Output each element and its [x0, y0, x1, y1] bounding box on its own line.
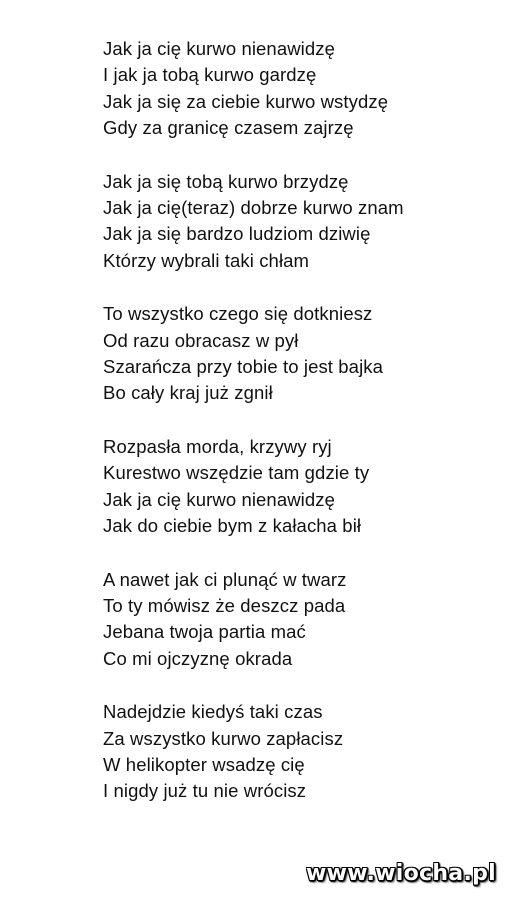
stanza [103, 699, 498, 805]
poem-line: Szarańcza przy tobie to jest bajka [103, 356, 384, 378]
site-watermark: www.wiocha.pl [306, 861, 496, 886]
poem-line: A nawet jak ci plunąć w twarz [103, 568, 347, 590]
poem-line: Jak ja się tobą kurwo brzydzę [103, 170, 349, 192]
stanza [103, 434, 498, 540]
poem-line: Bo cały kraj już zgnił [103, 382, 273, 404]
poem-line: Co mi ojczyznę okrada [103, 647, 293, 669]
poem-line: W helikopter wsadzę cię [103, 753, 305, 775]
poem-line: Jebana twoja partia mać [103, 621, 306, 643]
poem-line: Jak ja cię kurwo nienawidzę [103, 488, 336, 510]
poem-text [103, 36, 498, 832]
poem-line: Gdy za granicę czasem zajrzę [103, 117, 354, 139]
poem-line: Nadejdzie kiedyś taki czas [103, 701, 323, 723]
stanza [103, 301, 498, 407]
poem-line: Jak ja się za ciebie kurwo wstydzę [103, 90, 389, 112]
poem-line: Za wszystko kurwo zapłacisz [103, 727, 344, 749]
poem-line: To ty mówisz że deszcz pada [103, 594, 346, 616]
stanza [103, 567, 498, 673]
stanza [103, 169, 498, 275]
poem-line: Jak ja cię kurwo nienawidzę [103, 38, 336, 59]
poem-line: Jak do ciebie bym z kałacha bił [103, 515, 362, 537]
poem-line: To wszystko czego się dotkniesz [103, 303, 373, 325]
stanza [103, 36, 498, 142]
poem-line: Rozpasła morda, krzywy ryj [103, 435, 332, 457]
poem-line: Od razu obracasz w pył [103, 329, 299, 351]
poem-line: Kurestwo wszędzie tam gdzie ty [103, 462, 370, 484]
poem-line: Jak ja cię(teraz) dobrze kurwo znam [103, 197, 404, 219]
poem-line: I jak ja tobą kurwo gardzę [103, 64, 317, 86]
poem-line: Którzy wybrali taki chłam [103, 249, 310, 271]
poem-line: I nigdy już tu nie wrócisz [103, 780, 307, 802]
poem-line: Jak ja się bardzo ludziom dziwię [103, 223, 371, 245]
